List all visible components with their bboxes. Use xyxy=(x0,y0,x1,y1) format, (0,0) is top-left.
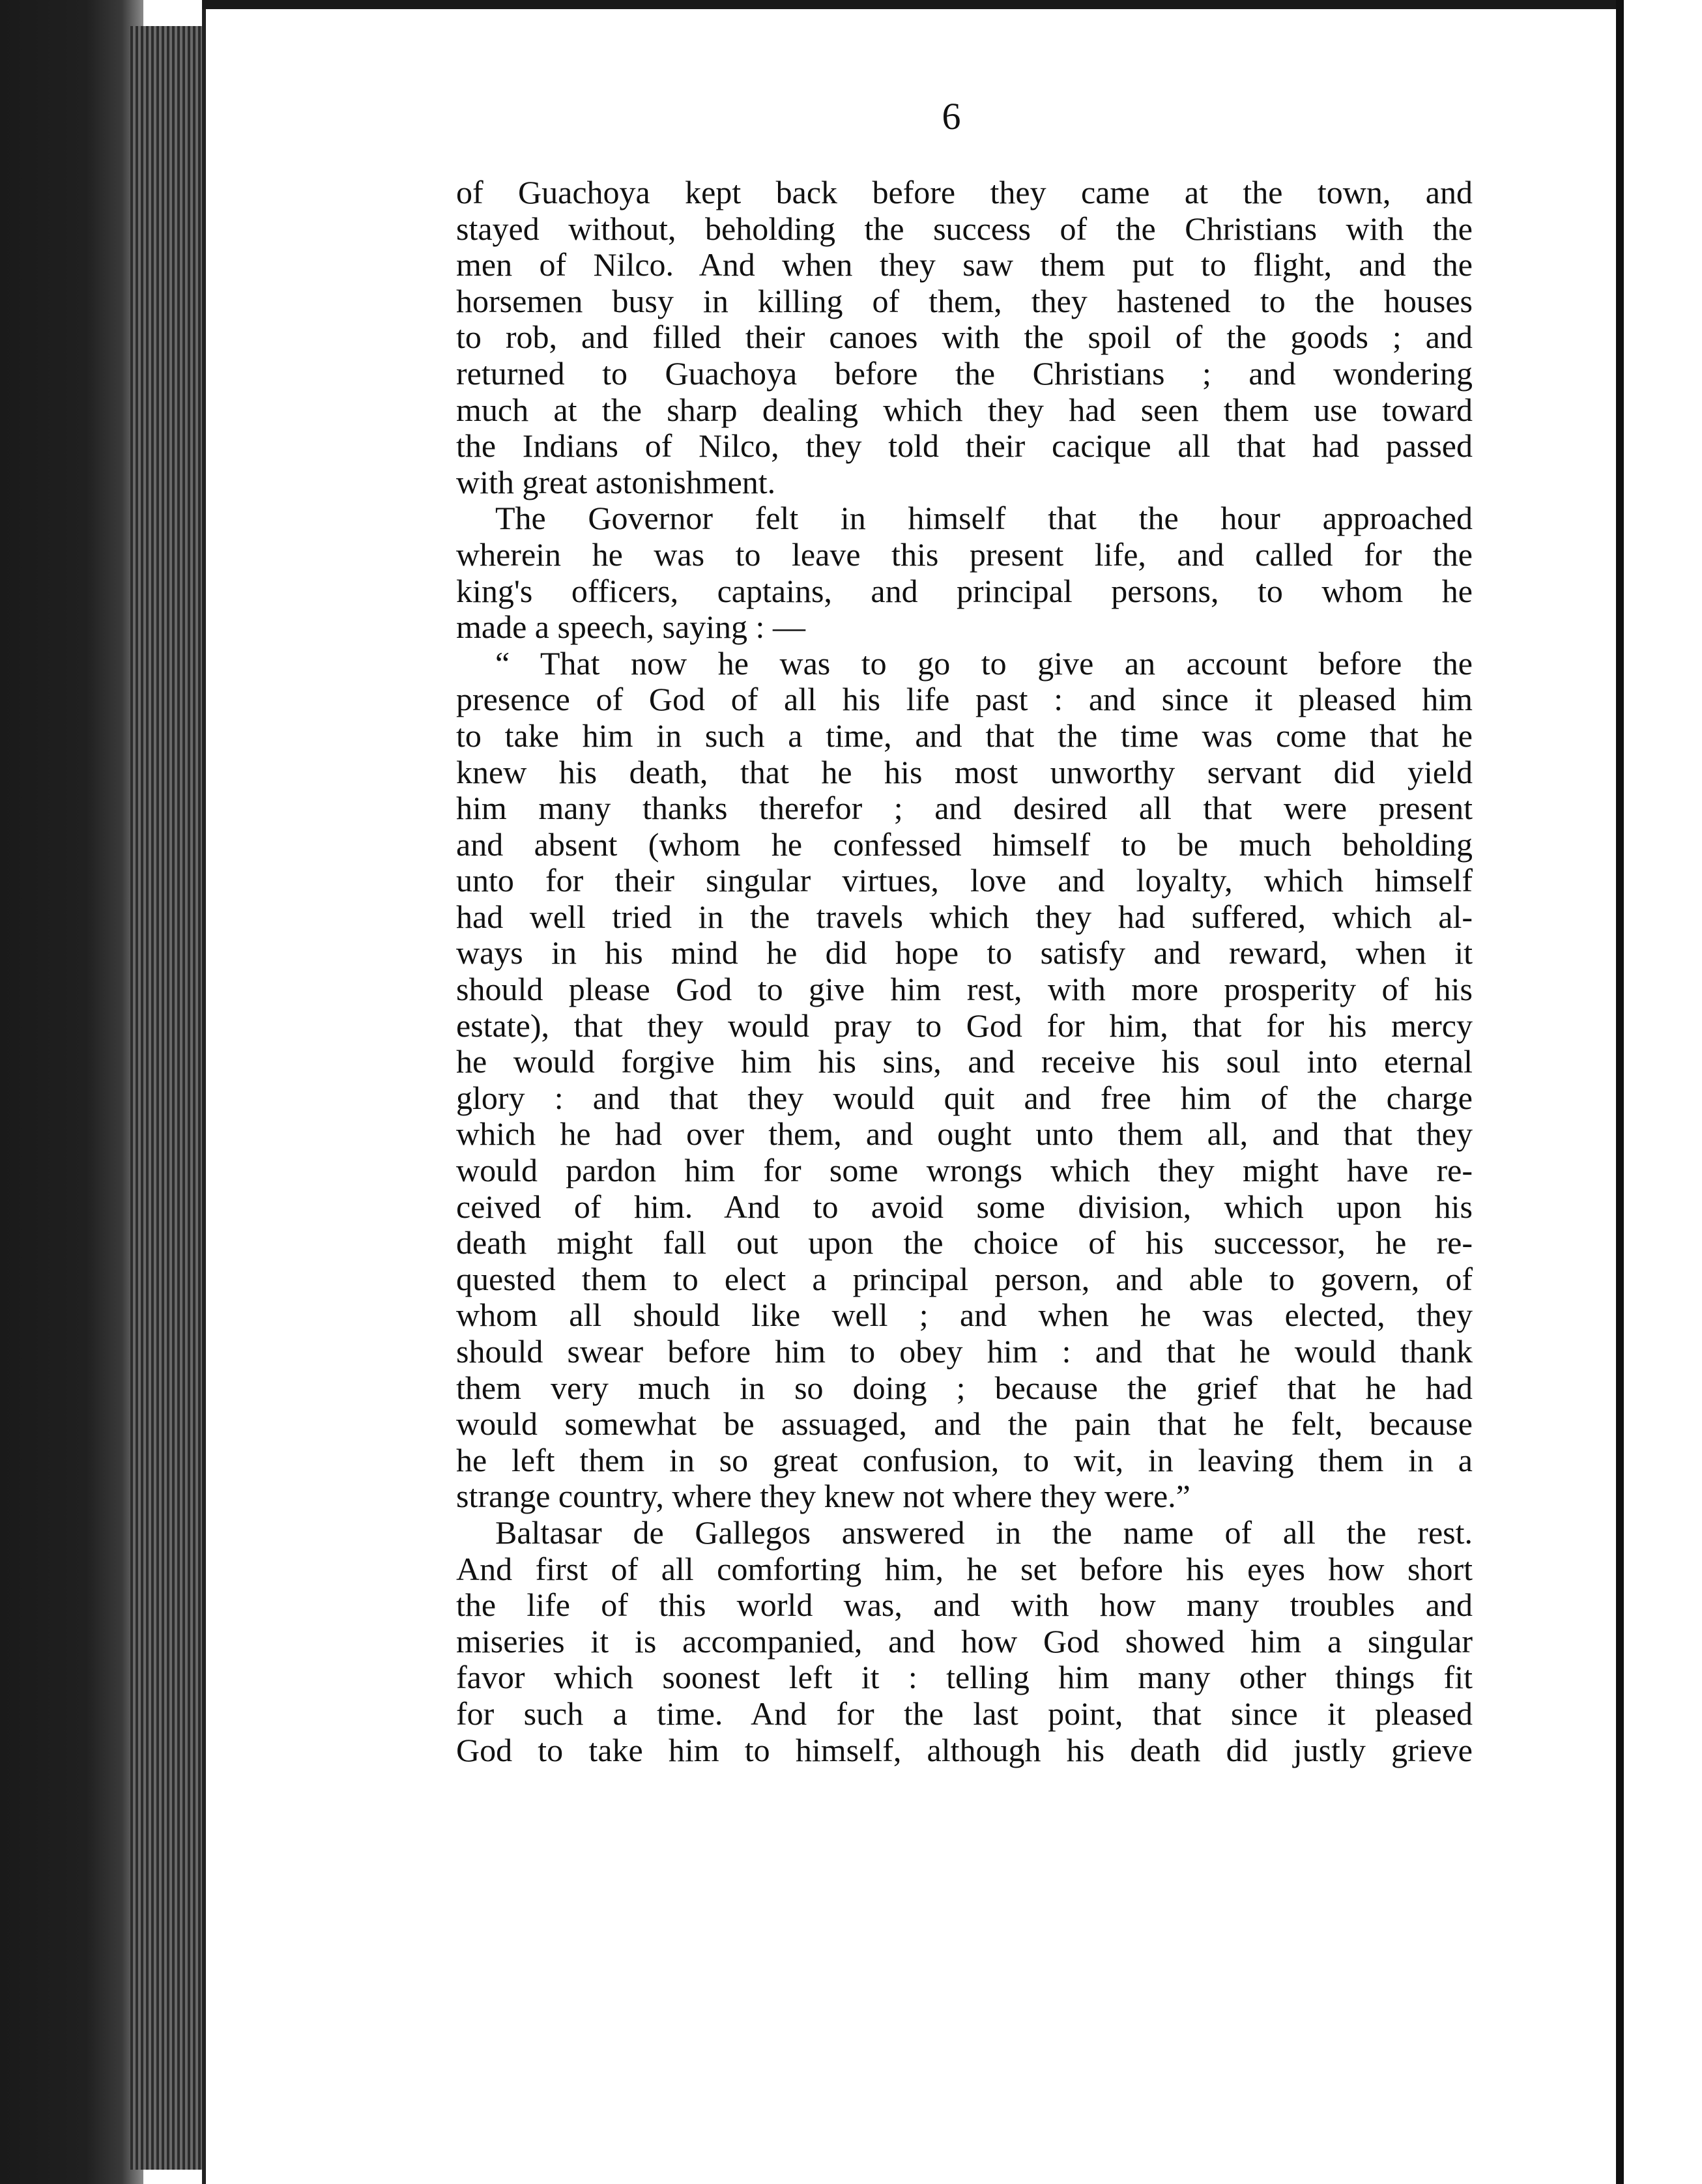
text-line: ceived of him. And to avoid some division, which upon his xyxy=(456,1188,1473,1225)
text-line: miseries it is accompanied, and how God showed him a singular xyxy=(456,1623,1473,1660)
text-line: returned to Guachoya before the Christians ; and wondering xyxy=(456,355,1473,392)
text-line: with great astonishment. xyxy=(456,464,776,500)
text-line: God to take him to himself, although his death did justly grieve xyxy=(456,1732,1473,1768)
text-line: to rob, and filled their canoes with the spoil of the goods ; and xyxy=(456,319,1473,356)
text-line: “ That now he was to go to give an account before the xyxy=(495,645,1473,682)
text-line: The Governor felt in himself that the hour approached xyxy=(495,500,1473,537)
text-line: he left them in so great confusion, to wit, in leaving them in a xyxy=(456,1442,1473,1478)
text-line: the life of this world was, and with how many troubles and xyxy=(456,1587,1473,1624)
text-line: had well tried in the travels which they had suffered, which al- xyxy=(456,898,1473,935)
next-page-edge xyxy=(1616,0,1702,2184)
page-stack-edges xyxy=(130,26,202,2170)
text-line: of Guachoya kept back before they came at the town, and xyxy=(456,175,1473,210)
text-line: for such a time. And for the last point, that since it pleased xyxy=(456,1695,1473,1732)
text-line: presence of God of all his life past : and since it pleased him xyxy=(456,682,1473,718)
text-line: men of Nilco. And when they saw them put to flight, and the xyxy=(456,247,1473,283)
text-line: he would forgive him his sins, and receive his soul into eternal xyxy=(456,1044,1473,1080)
text-line: should swear before him to obey him : and that he would thank xyxy=(456,1334,1473,1370)
text-line: much at the sharp dealing which they had seen them use toward xyxy=(456,392,1473,428)
text-line: death might fall out upon the choice of his successor, he re- xyxy=(456,1225,1473,1261)
text-line: would pardon him for some wrongs which they might have re- xyxy=(456,1153,1473,1189)
text-line: favor which soonest left it : telling him many other things fit xyxy=(456,1660,1473,1696)
text-line: would somewhat be assuaged, and the pain that he felt, because xyxy=(456,1406,1473,1443)
text-line: Baltasar de Gallegos answered in the name of all the rest. xyxy=(495,1514,1473,1551)
text-line: them very much in so doing ; because the grief that he had xyxy=(456,1370,1473,1406)
text-line: estate), that they would pray to God for him, that for his mercy xyxy=(456,1007,1473,1044)
text-line: glory : and that they would quit and free him of the charge xyxy=(456,1080,1473,1116)
text-line: And first of all comforting him, he set before his eyes how short xyxy=(456,1551,1473,1587)
text-line: horsemen busy in killing of them, they hastened to the houses xyxy=(456,283,1473,319)
text-line: which he had over them, and ought unto them all, and that they xyxy=(456,1116,1473,1153)
text-line: should please God to give him rest, with more prosperity of his xyxy=(456,971,1473,1008)
top-border xyxy=(202,0,1616,9)
text-line: knew his death, that he his most unworthy servant did yield xyxy=(456,754,1473,790)
text-line: wherein he was to leave this present life, and called for the xyxy=(456,536,1473,573)
text-line: ways in his mind he did hope to satisfy and reward, when it xyxy=(456,935,1473,971)
text-line: whom all should like well ; and when he was elected, they xyxy=(456,1297,1473,1334)
text-line: unto for their singular virtues, love and loyalty, which himself xyxy=(456,863,1473,899)
text-line: him many thanks therefor ; and desired all that were present xyxy=(456,790,1473,827)
text-line: the Indians of Nilco, they told their cacique all that had passed xyxy=(456,428,1473,465)
text-line: to take him in such a time, and that the time was come that he xyxy=(456,717,1473,754)
text-line: made a speech, saying : — xyxy=(456,609,805,646)
book-spine-edge xyxy=(0,0,143,2184)
body-text xyxy=(456,175,1473,1768)
text-line: strange country, where they knew not where they were.” xyxy=(456,1478,1190,1515)
page-number: 6 xyxy=(942,95,961,137)
text-line: king's officers, captains, and principal persons, to whom he xyxy=(456,573,1473,609)
text-line: and absent (whom he confessed himself to be much beholding xyxy=(456,826,1473,863)
text-line: stayed without, beholding the success of the Christians with the xyxy=(456,210,1473,247)
text-line: quested them to elect a principal person, and able to govern, of xyxy=(456,1261,1473,1297)
